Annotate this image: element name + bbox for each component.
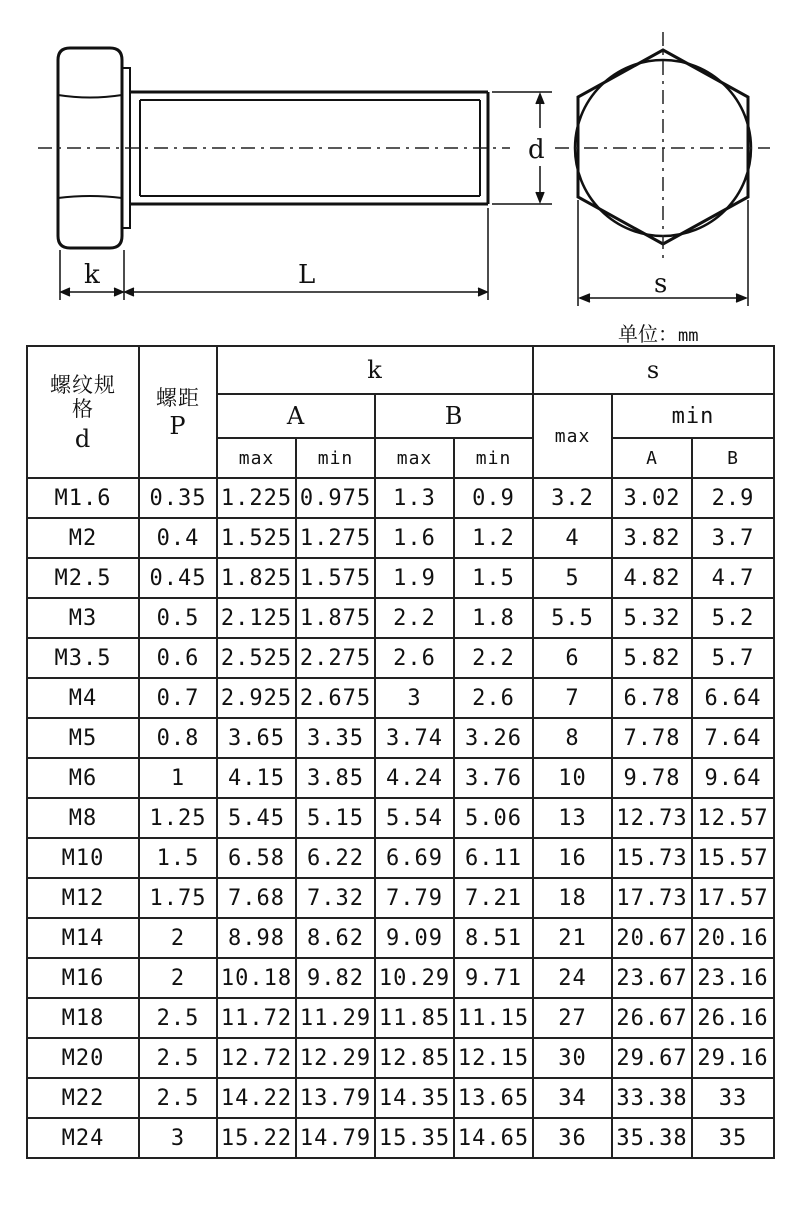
cell-s-min-b: 5.2 bbox=[692, 598, 774, 638]
label-l: L bbox=[298, 260, 316, 290]
cell-thread-spec: M3.5 bbox=[27, 638, 139, 678]
cell-k-b-max: 4.24 bbox=[375, 758, 454, 798]
cell-k-b-max: 6.69 bbox=[375, 838, 454, 878]
header-k-b-min: min bbox=[454, 438, 533, 478]
cell-thread-spec: M3 bbox=[27, 598, 139, 638]
table-row bbox=[27, 1118, 774, 1158]
table-row bbox=[27, 958, 774, 998]
cell-k-b-max: 2.2 bbox=[375, 598, 454, 638]
cell-k-b-min: 12.15 bbox=[454, 1038, 533, 1078]
header-s-max: max bbox=[533, 394, 612, 478]
cell-k-b-max: 1.9 bbox=[375, 558, 454, 598]
cell-s-min-b: 17.57 bbox=[692, 878, 774, 918]
cell-k-a-min: 9.82 bbox=[296, 958, 375, 998]
cell-s-min-a: 35.38 bbox=[612, 1118, 692, 1158]
table-row bbox=[27, 518, 774, 558]
cell-thread-spec: M22 bbox=[27, 1078, 139, 1118]
cell-s-min-a: 3.02 bbox=[612, 478, 692, 518]
dimension-k-l bbox=[60, 208, 488, 300]
cell-thread-spec: M4 bbox=[27, 678, 139, 718]
cell-s-max: 21 bbox=[533, 918, 612, 958]
cell-thread-spec: M1.6 bbox=[27, 478, 139, 518]
cell-k-a-min: 1.575 bbox=[296, 558, 375, 598]
table-row bbox=[27, 678, 774, 718]
header-s: s bbox=[533, 346, 774, 394]
cell-k-b-max: 12.85 bbox=[375, 1038, 454, 1078]
label-s: s bbox=[654, 269, 668, 299]
header-pitch bbox=[139, 346, 217, 478]
cell-k-b-min: 2.2 bbox=[454, 638, 533, 678]
cell-s-max: 6 bbox=[533, 638, 612, 678]
cell-thread-spec: M18 bbox=[27, 998, 139, 1038]
cell-thread-spec: M16 bbox=[27, 958, 139, 998]
cell-k-a-min: 3.35 bbox=[296, 718, 375, 758]
cell-k-a-max: 2.125 bbox=[217, 598, 296, 638]
cell-k-b-max: 2.6 bbox=[375, 638, 454, 678]
cell-pitch: 2.5 bbox=[139, 1078, 217, 1118]
unit-note bbox=[618, 318, 698, 347]
cell-s-min-a: 4.82 bbox=[612, 558, 692, 598]
cell-s-max: 13 bbox=[533, 798, 612, 838]
cell-s-max: 5 bbox=[533, 558, 612, 598]
table-row bbox=[27, 598, 774, 638]
cell-s-max: 16 bbox=[533, 838, 612, 878]
table-row bbox=[27, 918, 774, 958]
cell-pitch: 3 bbox=[139, 1118, 217, 1158]
cell-k-a-max: 6.58 bbox=[217, 838, 296, 878]
table-row bbox=[27, 798, 774, 838]
cell-pitch: 2.5 bbox=[139, 998, 217, 1038]
cell-k-a-min: 2.675 bbox=[296, 678, 375, 718]
header-k-b: B bbox=[375, 394, 533, 438]
unit-label: 单位： bbox=[618, 322, 678, 346]
cell-k-a-max: 5.45 bbox=[217, 798, 296, 838]
cell-k-a-max: 2.925 bbox=[217, 678, 296, 718]
cell-k-a-min: 11.29 bbox=[296, 998, 375, 1038]
header-thread-spec-line1: 螺纹规 bbox=[50, 373, 116, 397]
cell-s-max: 10 bbox=[533, 758, 612, 798]
cell-s-min-a: 5.32 bbox=[612, 598, 692, 638]
label-k: k bbox=[84, 260, 100, 290]
cell-k-b-max: 14.35 bbox=[375, 1078, 454, 1118]
cell-thread-spec: M24 bbox=[27, 1118, 139, 1158]
cell-k-b-max: 1.3 bbox=[375, 478, 454, 518]
cell-s-min-b: 20.16 bbox=[692, 918, 774, 958]
cell-pitch: 2 bbox=[139, 958, 217, 998]
table-row bbox=[27, 838, 774, 878]
cell-s-min-a: 5.82 bbox=[612, 638, 692, 678]
cell-k-b-min: 5.06 bbox=[454, 798, 533, 838]
cell-k-a-min: 3.85 bbox=[296, 758, 375, 798]
header-thread-spec-line3: d bbox=[74, 425, 92, 453]
cell-pitch: 0.35 bbox=[139, 478, 217, 518]
cell-s-min-a: 29.67 bbox=[612, 1038, 692, 1078]
cell-s-min-a: 3.82 bbox=[612, 518, 692, 558]
table-row bbox=[27, 758, 774, 798]
cell-k-a-max: 8.98 bbox=[217, 918, 296, 958]
cell-k-a-max: 15.22 bbox=[217, 1118, 296, 1158]
cell-s-min-a: 9.78 bbox=[612, 758, 692, 798]
cell-thread-spec: M10 bbox=[27, 838, 139, 878]
cell-s-min-a: 20.67 bbox=[612, 918, 692, 958]
cell-s-max: 34 bbox=[533, 1078, 612, 1118]
cell-k-a-max: 1.525 bbox=[217, 518, 296, 558]
label-d: d bbox=[528, 135, 545, 165]
hex-bolt-dimension-table bbox=[26, 345, 775, 1159]
header-s-min-b: B bbox=[692, 438, 774, 478]
cell-k-b-min: 2.6 bbox=[454, 678, 533, 718]
cell-k-a-min: 12.29 bbox=[296, 1038, 375, 1078]
cell-k-b-min: 0.9 bbox=[454, 478, 533, 518]
header-k-a-max: max bbox=[217, 438, 296, 478]
cell-k-a-max: 1.825 bbox=[217, 558, 296, 598]
cell-thread-spec: M8 bbox=[27, 798, 139, 838]
cell-pitch: 0.6 bbox=[139, 638, 217, 678]
cell-thread-spec: M6 bbox=[27, 758, 139, 798]
cell-thread-spec: M20 bbox=[27, 1038, 139, 1078]
cell-thread-spec: M2 bbox=[27, 518, 139, 558]
cell-s-max: 8 bbox=[533, 718, 612, 758]
cell-s-min-a: 7.78 bbox=[612, 718, 692, 758]
cell-k-a-max: 7.68 bbox=[217, 878, 296, 918]
cell-k-a-max: 1.225 bbox=[217, 478, 296, 518]
cell-s-min-b: 7.64 bbox=[692, 718, 774, 758]
cell-s-max: 7 bbox=[533, 678, 612, 718]
cell-s-min-b: 15.57 bbox=[692, 838, 774, 878]
cell-pitch: 1 bbox=[139, 758, 217, 798]
cell-pitch: 0.8 bbox=[139, 718, 217, 758]
header-s-min-a: A bbox=[612, 438, 692, 478]
cell-s-min-b: 3.7 bbox=[692, 518, 774, 558]
header-k-a: A bbox=[217, 394, 375, 438]
cell-k-b-max: 15.35 bbox=[375, 1118, 454, 1158]
cell-k-a-max: 12.72 bbox=[217, 1038, 296, 1078]
cell-k-b-min: 6.11 bbox=[454, 838, 533, 878]
header-s-min: min bbox=[612, 394, 774, 438]
cell-s-min-a: 26.67 bbox=[612, 998, 692, 1038]
cell-k-a-max: 10.18 bbox=[217, 958, 296, 998]
cell-s-min-b: 4.7 bbox=[692, 558, 774, 598]
cell-s-max: 18 bbox=[533, 878, 612, 918]
cell-k-a-min: 5.15 bbox=[296, 798, 375, 838]
cell-k-b-max: 9.09 bbox=[375, 918, 454, 958]
cell-k-a-max: 14.22 bbox=[217, 1078, 296, 1118]
cell-k-b-max: 3.74 bbox=[375, 718, 454, 758]
cell-k-b-max: 7.79 bbox=[375, 878, 454, 918]
cell-s-min-b: 29.16 bbox=[692, 1038, 774, 1078]
table-row bbox=[27, 638, 774, 678]
table-row bbox=[27, 478, 774, 518]
header-pitch-line1: 螺距 bbox=[156, 386, 200, 410]
cell-k-a-max: 3.65 bbox=[217, 718, 296, 758]
table-row bbox=[27, 558, 774, 598]
cell-s-max: 24 bbox=[533, 958, 612, 998]
cell-s-max: 36 bbox=[533, 1118, 612, 1158]
cell-k-b-min: 3.26 bbox=[454, 718, 533, 758]
header-thread-spec-line2: 格 bbox=[72, 397, 94, 421]
cell-s-max: 30 bbox=[533, 1038, 612, 1078]
cell-k-a-min: 1.275 bbox=[296, 518, 375, 558]
cell-k-b-min: 8.51 bbox=[454, 918, 533, 958]
header-k: k bbox=[217, 346, 533, 394]
table-body bbox=[27, 478, 774, 1158]
cell-s-max: 3.2 bbox=[533, 478, 612, 518]
cell-k-a-min: 6.22 bbox=[296, 838, 375, 878]
cell-k-b-max: 3 bbox=[375, 678, 454, 718]
cell-pitch: 0.5 bbox=[139, 598, 217, 638]
cell-s-min-a: 12.73 bbox=[612, 798, 692, 838]
cell-s-min-b: 23.16 bbox=[692, 958, 774, 998]
cell-s-min-b: 35 bbox=[692, 1118, 774, 1158]
cell-k-a-min: 13.79 bbox=[296, 1078, 375, 1118]
cell-pitch: 2 bbox=[139, 918, 217, 958]
cell-k-a-min: 8.62 bbox=[296, 918, 375, 958]
cell-k-a-max: 2.525 bbox=[217, 638, 296, 678]
cell-s-min-b: 5.7 bbox=[692, 638, 774, 678]
cell-k-b-max: 10.29 bbox=[375, 958, 454, 998]
cell-s-min-a: 6.78 bbox=[612, 678, 692, 718]
cell-k-b-min: 1.8 bbox=[454, 598, 533, 638]
cell-pitch: 1.5 bbox=[139, 838, 217, 878]
cell-k-b-min: 1.2 bbox=[454, 518, 533, 558]
unit-value: mm bbox=[678, 326, 699, 346]
cell-s-min-b: 6.64 bbox=[692, 678, 774, 718]
cell-k-a-min: 0.975 bbox=[296, 478, 375, 518]
cell-k-a-min: 14.79 bbox=[296, 1118, 375, 1158]
cell-s-min-b: 9.64 bbox=[692, 758, 774, 798]
cell-k-b-min: 13.65 bbox=[454, 1078, 533, 1118]
cell-k-b-min: 11.15 bbox=[454, 998, 533, 1038]
cell-s-min-a: 23.67 bbox=[612, 958, 692, 998]
cell-s-min-b: 2.9 bbox=[692, 478, 774, 518]
cell-pitch: 0.45 bbox=[139, 558, 217, 598]
header-pitch-line2: P bbox=[169, 412, 187, 440]
cell-s-min-b: 33 bbox=[692, 1078, 774, 1118]
table-row bbox=[27, 1078, 774, 1118]
cell-pitch: 0.4 bbox=[139, 518, 217, 558]
header-k-a-min: min bbox=[296, 438, 375, 478]
cell-thread-spec: M12 bbox=[27, 878, 139, 918]
cell-k-b-max: 1.6 bbox=[375, 518, 454, 558]
cell-k-b-min: 9.71 bbox=[454, 958, 533, 998]
cell-s-max: 27 bbox=[533, 998, 612, 1038]
cell-pitch: 1.25 bbox=[139, 798, 217, 838]
cell-s-max: 5.5 bbox=[533, 598, 612, 638]
cell-s-min-b: 12.57 bbox=[692, 798, 774, 838]
cell-k-b-min: 1.5 bbox=[454, 558, 533, 598]
cell-k-b-min: 14.65 bbox=[454, 1118, 533, 1158]
cell-k-a-max: 11.72 bbox=[217, 998, 296, 1038]
bolt-dimension-drawing bbox=[0, 0, 790, 345]
header-thread-spec bbox=[27, 346, 139, 478]
cell-k-a-min: 1.875 bbox=[296, 598, 375, 638]
cell-s-min-b: 26.16 bbox=[692, 998, 774, 1038]
cell-pitch: 2.5 bbox=[139, 1038, 217, 1078]
table-row bbox=[27, 998, 774, 1038]
cell-pitch: 0.7 bbox=[139, 678, 217, 718]
cell-k-a-min: 7.32 bbox=[296, 878, 375, 918]
cell-k-b-max: 11.85 bbox=[375, 998, 454, 1038]
cell-thread-spec: M5 bbox=[27, 718, 139, 758]
header-k-b-max: max bbox=[375, 438, 454, 478]
table-row bbox=[27, 718, 774, 758]
cell-s-min-a: 17.73 bbox=[612, 878, 692, 918]
cell-k-a-max: 4.15 bbox=[217, 758, 296, 798]
cell-s-min-a: 15.73 bbox=[612, 838, 692, 878]
table-row bbox=[27, 1038, 774, 1078]
cell-pitch: 1.75 bbox=[139, 878, 217, 918]
cell-k-b-max: 5.54 bbox=[375, 798, 454, 838]
cell-s-max: 4 bbox=[533, 518, 612, 558]
cell-k-a-min: 2.275 bbox=[296, 638, 375, 678]
cell-thread-spec: M2.5 bbox=[27, 558, 139, 598]
cell-k-b-min: 7.21 bbox=[454, 878, 533, 918]
table-row bbox=[27, 878, 774, 918]
cell-s-min-a: 33.38 bbox=[612, 1078, 692, 1118]
cell-k-b-min: 3.76 bbox=[454, 758, 533, 798]
cell-thread-spec: M14 bbox=[27, 918, 139, 958]
